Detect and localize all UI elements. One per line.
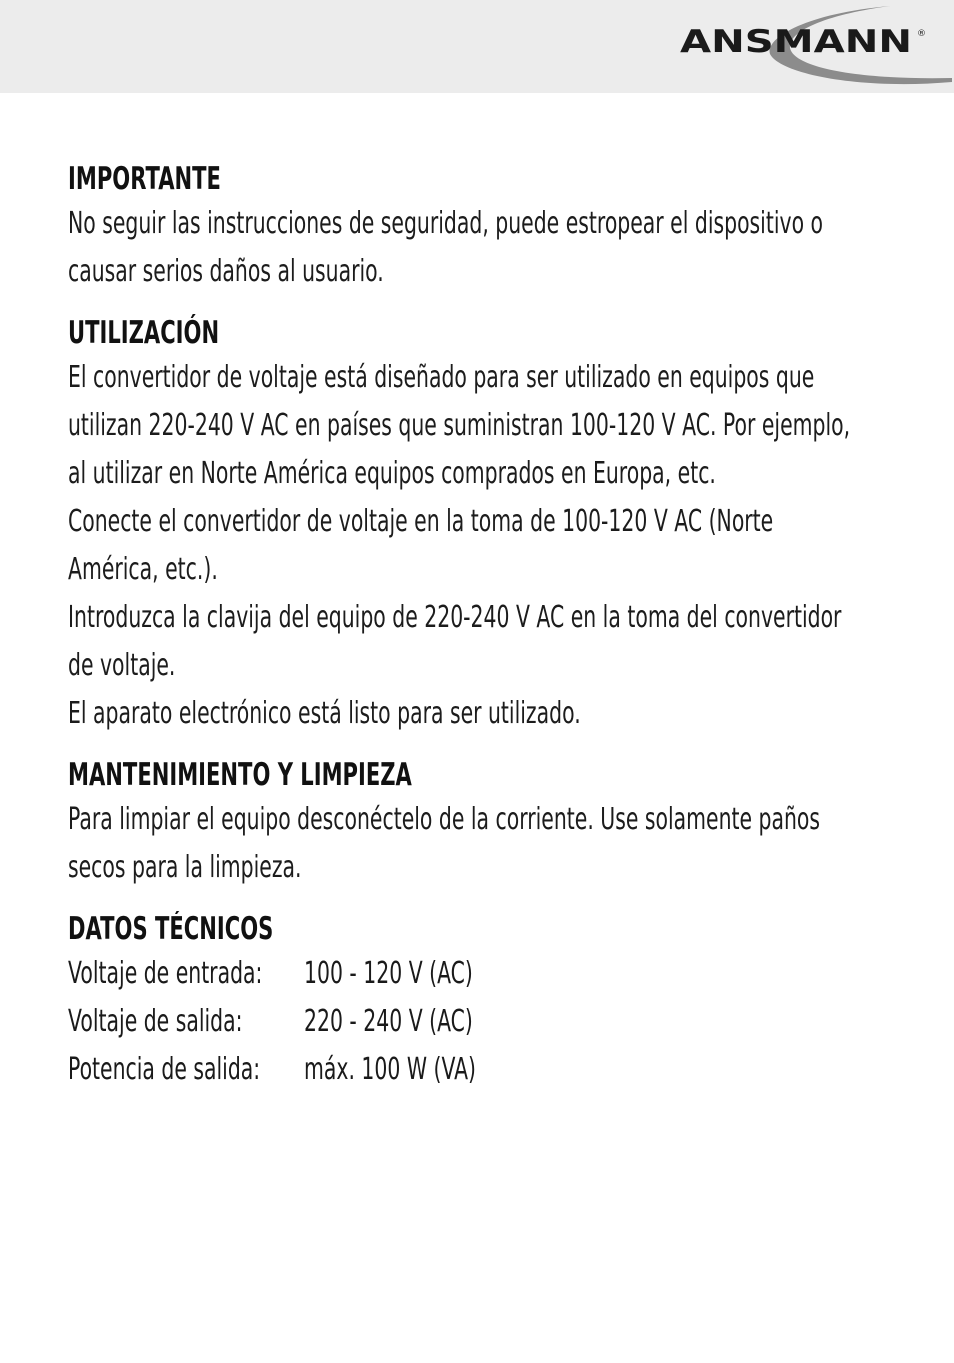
text-line: El aparato electrónico está listo para ser utilizado. <box>68 696 581 731</box>
spec-label: Voltaje de salida: <box>68 1004 243 1039</box>
spec-row-output-voltage <box>68 998 908 1046</box>
spec-value: máx. 100 W (VA) <box>304 1052 477 1087</box>
section-heading: DATOS TÉCNICOS <box>68 911 274 947</box>
section-importante <box>68 158 908 296</box>
text-line: Introduzca la clavija del equipo de 220-240 V AC en la toma del convertidor <box>68 600 842 635</box>
text-line: No seguir las instrucciones de seguridad, puede estropear el dispositivo o <box>68 206 824 241</box>
section-heading: IMPORTANTE <box>68 161 221 197</box>
registered-mark: ® <box>917 29 926 39</box>
section-mantenimiento <box>68 754 908 892</box>
section-heading: UTILIZACIÓN <box>68 315 220 351</box>
text-line: secos para la limpieza. <box>68 850 302 885</box>
logo-text: ANSMANN <box>680 24 912 60</box>
spec-value: 220 - 240 V (AC) <box>304 1004 473 1039</box>
text-line: utilizan 220-240 V AC en países que suministran 100-120 V AC. Por ejemplo, <box>68 408 851 443</box>
spec-label: Voltaje de entrada: <box>68 956 263 991</box>
page-header <box>0 0 954 93</box>
spec-row-output-power <box>68 1046 908 1094</box>
text-line: El convertidor de voltaje está diseñado para ser utilizado en equipos que <box>68 360 815 395</box>
section-utilizacion <box>68 312 908 738</box>
spec-label: Potencia de salida: <box>68 1052 261 1087</box>
text-line: América, etc.). <box>68 552 218 587</box>
ansmann-logo <box>660 4 952 86</box>
text-line: causar serios daños al usuario. <box>68 254 384 289</box>
section-heading: MANTENIMIENTO Y LIMPIEZA <box>68 757 412 793</box>
spec-value: 100 - 120 V (AC) <box>304 956 473 991</box>
spec-row-input-voltage <box>68 950 908 998</box>
text-line: de voltaje. <box>68 648 176 683</box>
document-body <box>68 158 908 1110</box>
text-line: Para limpiar el equipo desconéctelo de la corriente. Use solamente paños <box>68 802 821 837</box>
text-line: al utilizar en Norte América equipos comprados en Europa, etc. <box>68 456 716 491</box>
section-datos-tecnicos <box>68 908 908 1094</box>
text-line: Conecte el convertidor de voltaje en la toma de 100-120 V AC (Norte <box>68 504 774 539</box>
